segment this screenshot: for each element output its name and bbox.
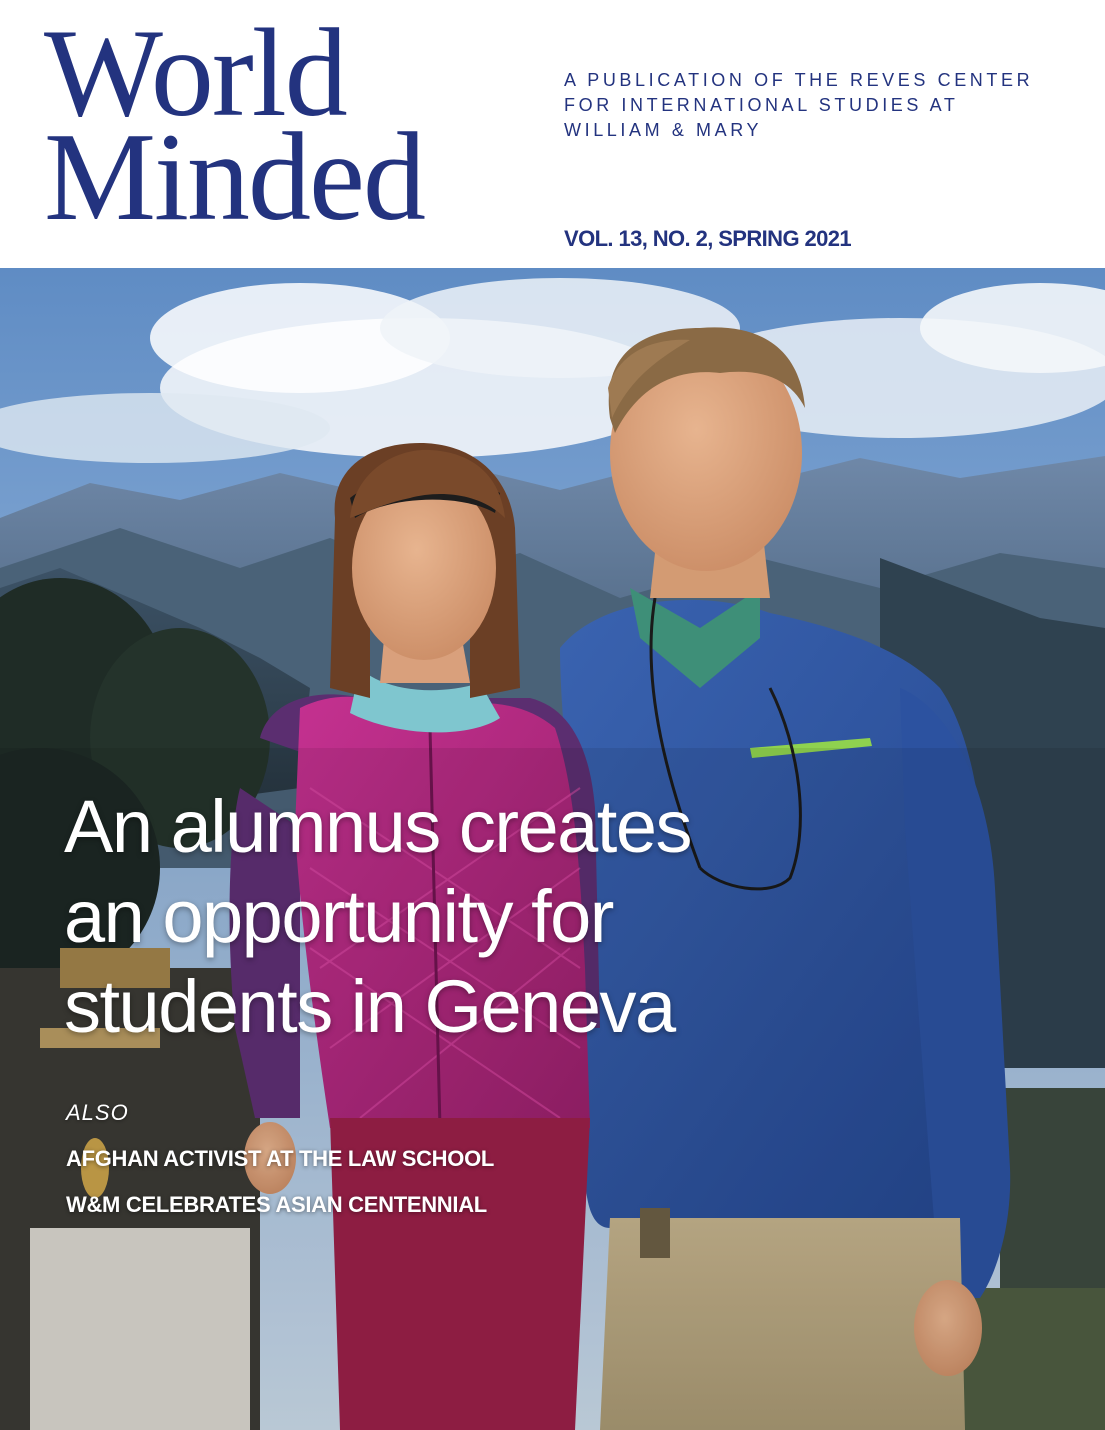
cover-headline-line-1: An alumnus creates bbox=[64, 785, 692, 868]
publisher-tagline bbox=[564, 68, 1084, 143]
tagline-line-2: FOR INTERNATIONAL STUDIES AT bbox=[564, 95, 959, 115]
magazine-title-line-2: Minded bbox=[44, 108, 424, 247]
tagline-line-3: WILLIAM & MARY bbox=[564, 120, 763, 140]
magazine-title bbox=[44, 4, 424, 247]
issue-info: VOL. 13, NO. 2, SPRING 2021 bbox=[564, 226, 852, 251]
cover-headline bbox=[64, 782, 824, 1052]
teaser-asian-centennial: W&M CELEBRATES ASIAN CENTENNIAL bbox=[66, 1192, 487, 1217]
magazine-title-line-1: World bbox=[44, 4, 346, 143]
tagline-line-1: A PUBLICATION OF THE REVES CENTER bbox=[564, 70, 1034, 90]
also-label: ALSO bbox=[66, 1100, 129, 1125]
cover-headline-line-3: students in Geneva bbox=[64, 965, 675, 1048]
cover-headline-line-2: an opportunity for bbox=[64, 875, 613, 958]
masthead-area bbox=[0, 0, 1105, 268]
teaser-afghan-activist: AFGHAN ACTIVIST AT THE LAW SCHOOL bbox=[66, 1146, 495, 1171]
